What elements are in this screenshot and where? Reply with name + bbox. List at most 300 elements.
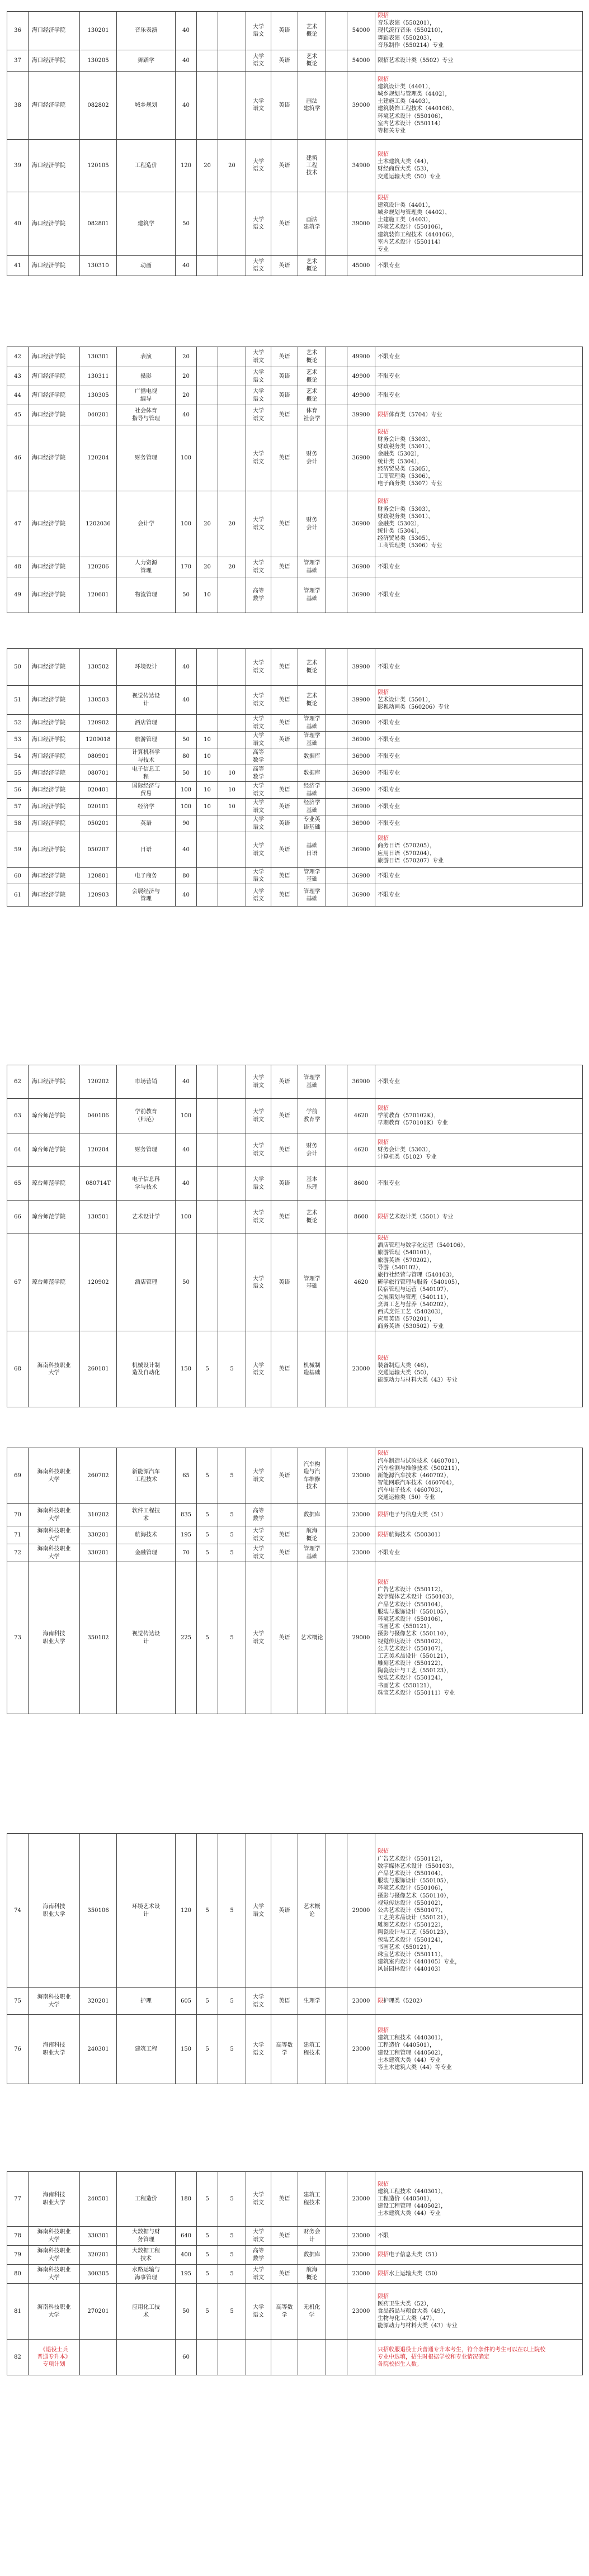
- cell-code: 130503: [80, 686, 117, 715]
- cell-c6: [218, 386, 246, 405]
- cell-s3: 艺术概论: [298, 1562, 326, 1714]
- cell-school: 海口经济学院: [29, 868, 80, 884]
- table-row: [7, 139, 583, 192]
- cell-code: 330201: [80, 1544, 117, 1562]
- cell-fee: 36900: [347, 1065, 375, 1099]
- cell-s3: 基本 乐理: [298, 1167, 326, 1201]
- cell-c6: [218, 884, 246, 907]
- cell-c6: [218, 1065, 246, 1099]
- cell-s3: 画法 建筑学: [298, 192, 326, 255]
- cell-s3: 学前 教育学: [298, 1099, 326, 1133]
- cell-c6: [218, 1201, 246, 1234]
- enrollment-table-segment: [7, 1065, 583, 1407]
- cell-s2: 英语: [271, 884, 298, 907]
- cell-school: 海南科技职业 大学: [29, 2284, 80, 2340]
- table-row: [7, 1234, 583, 1331]
- cell-c6: 5: [218, 1988, 246, 2015]
- remark-line: 环境艺术设计（550106），: [378, 1616, 447, 1623]
- cell-code: 1209018: [80, 732, 117, 748]
- cell-no: 42: [7, 347, 29, 367]
- cell-s1: 大学 语文: [246, 884, 271, 907]
- table-row: [7, 1988, 583, 2015]
- cell-c10: [326, 50, 347, 71]
- cell-s1: 大学 语文: [246, 649, 271, 686]
- cell-fee: 36900: [347, 799, 375, 815]
- cell-plan: 835: [176, 1504, 197, 1526]
- remark-line: 限招艺术设计类（5501）专业: [378, 1213, 454, 1220]
- remark-line: 能源动力与材料大类（43）专业: [378, 1377, 458, 1384]
- cell-school: 海南科技职业 大学: [29, 1526, 80, 1544]
- cell-c5: [197, 1099, 218, 1133]
- cell-c5: 5: [197, 2227, 218, 2246]
- cell-c6: [218, 649, 246, 686]
- remark-line: 旅行社经营与管理（540103），: [378, 1272, 458, 1278]
- cell-plan: 40: [176, 50, 197, 71]
- cell-remarks: [375, 347, 583, 367]
- cell-school: 海口经济学院: [29, 192, 80, 255]
- cell-s1: 大学 语文: [246, 832, 271, 868]
- cell-c5: 5: [197, 2246, 218, 2265]
- cell-s3: 管理学 基础: [298, 732, 326, 748]
- cell-school: 海口经济学院: [29, 491, 80, 557]
- cell-plan: 100: [176, 782, 197, 799]
- cell-remarks: [375, 255, 583, 276]
- cell-code: 020401: [80, 782, 117, 799]
- cell-s2: 英语: [271, 1562, 298, 1714]
- cell-c5: 5: [197, 2284, 218, 2340]
- cell-s1: 大学 语文: [246, 557, 271, 577]
- cell-remarks: [375, 2172, 583, 2227]
- cell-c5: [197, 868, 218, 884]
- cell-s2: 英语: [271, 491, 298, 557]
- remark-line: 书画艺术（550121），: [378, 1624, 436, 1630]
- cell-c10: [326, 815, 347, 832]
- remark-line: 不限专业: [378, 392, 400, 399]
- cell-c5: 5: [197, 1331, 218, 1407]
- remark-line: 广告艺术设计（550112），: [378, 1587, 447, 1593]
- cell-s1: 大学 语文: [246, 50, 271, 71]
- cell-fee: 36900: [347, 732, 375, 748]
- cell-c10: [326, 732, 347, 748]
- remark-line: 旅游日语（570207）专业: [378, 857, 444, 864]
- cell-remarks: [375, 868, 583, 884]
- remark-line: 学前教育（570102K），: [378, 1112, 440, 1119]
- cell-s1: 大学 语文: [246, 347, 271, 367]
- cell-remarks: [375, 491, 583, 557]
- cell-c6: 10: [218, 782, 246, 799]
- cell-c5: [197, 425, 218, 491]
- cell-major: 城乡规划: [117, 71, 176, 139]
- cell-major: 软件工程技 术: [117, 1504, 176, 1526]
- cell-no: 70: [7, 1504, 29, 1526]
- cell-plan: 40: [176, 884, 197, 907]
- cell-code: 080901: [80, 748, 117, 765]
- remark-line: 书画艺术（550121），: [378, 1944, 436, 1951]
- cell-c5: [197, 884, 218, 907]
- cell-c10: [326, 1834, 347, 1988]
- cell-code: 330301: [80, 2227, 117, 2246]
- cell-remarks: [375, 884, 583, 907]
- cell-s1: 大学 语文: [246, 1331, 271, 1407]
- cell-c6: [218, 12, 246, 50]
- cell-s3: 机械制 造基础: [298, 1331, 326, 1407]
- cell-c5: 5: [197, 1988, 218, 2015]
- cell-major: 摄影: [117, 367, 176, 386]
- cell-plan: 150: [176, 1331, 197, 1407]
- remark-line: 广告艺术设计（550112），: [378, 1856, 447, 1862]
- remark-line: 导游（540102），: [378, 1264, 425, 1271]
- remark-line: 只招收服退役士兵普通专升本考生，符合条件的考生可以在以上院校: [378, 2346, 545, 2353]
- cell-fee: 23000: [347, 1504, 375, 1526]
- cell-s3: 管理学 基础: [298, 715, 326, 732]
- cell-no: 48: [7, 557, 29, 577]
- cell-plan: 195: [176, 1526, 197, 1544]
- cell-fee: 4620: [347, 1234, 375, 1331]
- cell-school: 海口经济学院: [29, 815, 80, 832]
- remark-line: 旅游英语（570202），: [378, 1257, 436, 1264]
- cell-plan: 50: [176, 577, 197, 613]
- remark-line: 环境艺术设计（550106），: [378, 1885, 447, 1892]
- cell-fee: 36900: [347, 557, 375, 577]
- cell-no: 39: [7, 139, 29, 192]
- remark-line: 不限专业: [378, 373, 400, 379]
- remark-line: 珠宝艺术设计（550111），: [378, 1952, 447, 1958]
- cell-s1: 大学 语文: [246, 425, 271, 491]
- cell-c6: 20: [218, 139, 246, 192]
- cell-plan: 100: [176, 1201, 197, 1234]
- cell-remarks: [375, 71, 583, 139]
- remark-line: 汽车检测与维修技术（500211），: [378, 1465, 464, 1472]
- cell-s3: 管理学 基础: [298, 1065, 326, 1099]
- remark-line: 烹调工艺与营养（540202），: [378, 1301, 453, 1308]
- cell-fee: 36900: [347, 815, 375, 832]
- cell-major: 航海技术: [117, 1526, 176, 1544]
- cell-s1: 大学 语文: [246, 1834, 271, 1988]
- remark-line: 限招电子信息大类（51）: [378, 2251, 441, 2258]
- cell-c10: [326, 192, 347, 255]
- cell-s3: 画法 建筑学: [298, 71, 326, 139]
- cell-s3: 艺术概 论: [298, 1834, 326, 1988]
- cell-s2: [271, 765, 298, 782]
- cell-c10: [326, 1331, 347, 1407]
- cell-c10: [326, 649, 347, 686]
- enrollment-table-segment: [7, 347, 583, 613]
- cell-c5: [197, 2340, 218, 2375]
- cell-s1: 大学 语文: [246, 491, 271, 557]
- cell-c5: 5: [197, 2015, 218, 2084]
- cell-s2: 英语: [271, 868, 298, 884]
- cell-remarks: [375, 1133, 583, 1167]
- remark-line: 限招: [378, 194, 389, 201]
- cell-c5: 5: [197, 1504, 218, 1526]
- cell-school: 琼台师范学院: [29, 1099, 80, 1133]
- remark-line: 限招: [378, 1450, 389, 1457]
- cell-s3: 财务 会计: [298, 1133, 326, 1167]
- remark-line: 统计类（5304），: [378, 458, 423, 465]
- cell-fee: 39000: [347, 192, 375, 255]
- cell-school: 海口经济学院: [29, 367, 80, 386]
- cell-c6: 5: [218, 2172, 246, 2227]
- cell-remarks: [375, 2015, 583, 2084]
- cell-school: 海南科技 职业大学: [29, 2172, 80, 2227]
- cell-major: 表演: [117, 347, 176, 367]
- cell-major: 大数据工程 技术: [117, 2246, 176, 2265]
- cell-s1: 大学 语文: [246, 1234, 271, 1331]
- cell-s1: 大学 语文: [246, 367, 271, 386]
- cell-code: 320201: [80, 1988, 117, 2015]
- remark-line: 公共艺术设计（550107），: [378, 1645, 447, 1652]
- cell-plan: [176, 715, 197, 732]
- cell-no: 81: [7, 2284, 29, 2340]
- cell-c10: [326, 715, 347, 732]
- cell-major: 工程造价: [117, 139, 176, 192]
- remark-line: 公共艺术设计（550107），: [378, 1907, 447, 1914]
- cell-no: 73: [7, 1562, 29, 1714]
- cell-s3: 艺术 概论: [298, 649, 326, 686]
- enrollment-table-segment: [7, 11, 583, 276]
- cell-c6: [218, 1167, 246, 1201]
- table-row: [7, 347, 583, 367]
- cell-c5: [197, 255, 218, 276]
- remark-line: 限招: [378, 1579, 389, 1586]
- cell-no: 53: [7, 732, 29, 748]
- cell-c10: [326, 1504, 347, 1526]
- cell-code: 130501: [80, 1201, 117, 1234]
- cell-major: 艺术设计学: [117, 1201, 176, 1234]
- cell-s2: 英语: [271, 425, 298, 491]
- table-row: [7, 1099, 583, 1133]
- cell-remarks: [375, 425, 583, 491]
- cell-remarks: [375, 715, 583, 732]
- cell-remarks: [375, 557, 583, 577]
- cell-s2: [271, 748, 298, 765]
- cell-fee: 36900: [347, 765, 375, 782]
- table-row: [7, 425, 583, 491]
- cell-code: 240501: [80, 2172, 117, 2227]
- cell-s1: 高等 数学: [246, 748, 271, 765]
- remark-line: 工艺美术品设计（550121），: [378, 1915, 453, 1922]
- cell-school: 海口经济学院: [29, 405, 80, 425]
- cell-c6: 10: [218, 765, 246, 782]
- cell-c5: 10: [197, 782, 218, 799]
- table-row: [7, 1448, 583, 1504]
- remark-line: 经济贸易类（5305），: [378, 466, 434, 472]
- cell-fee: 49900: [347, 347, 375, 367]
- cell-school: 海南科技职业 大学: [29, 1544, 80, 1562]
- cell-s1: 大学 语文: [246, 192, 271, 255]
- cell-code: 330201: [80, 1526, 117, 1544]
- cell-c5: [197, 715, 218, 732]
- cell-s2: 英语: [271, 686, 298, 715]
- table-row: [7, 1065, 583, 1099]
- cell-remarks: [375, 799, 583, 815]
- cell-no: 78: [7, 2227, 29, 2246]
- cell-s1: 大学 语文: [246, 2172, 271, 2227]
- cell-fee: 23000: [347, 2227, 375, 2246]
- cell-c5: [197, 686, 218, 715]
- cell-c6: [218, 255, 246, 276]
- cell-s2: 英语: [271, 192, 298, 255]
- cell-plan: 50: [176, 192, 197, 255]
- cell-fee: 29000: [347, 1562, 375, 1714]
- cell-c10: [326, 1201, 347, 1234]
- cell-fee: 23000: [347, 2265, 375, 2284]
- cell-s3: 数据库: [298, 2246, 326, 2265]
- remark-line: 音乐表演（550201），: [378, 20, 436, 27]
- remark-line: 舞蹈表演（550203），: [378, 35, 436, 41]
- remark-line: 食品药品与粮食大类（49），: [378, 2308, 449, 2314]
- cell-c5: [197, 192, 218, 255]
- cell-c5: 5: [197, 2172, 218, 2227]
- remark-line: 交通运输类（50）专业: [378, 1495, 435, 1501]
- remark-line: 会展策划与管理（540111），: [378, 1294, 453, 1301]
- cell-s3: 管理学 基础: [298, 577, 326, 613]
- cell-major: 工程造价: [117, 2172, 176, 2227]
- cell-plan: 225: [176, 1562, 197, 1714]
- cell-school: 海口经济学院: [29, 732, 80, 748]
- cell-fee: 49900: [347, 386, 375, 405]
- cell-remarks: [375, 1448, 583, 1504]
- remark-line: 财务会计类（5303），: [378, 1146, 434, 1153]
- cell-s3: 数据库: [298, 1504, 326, 1526]
- table-row: [7, 868, 583, 884]
- cell-major: 建筑工程: [117, 2015, 176, 2084]
- cell-school: 海口经济学院: [29, 50, 80, 71]
- cell-s1: 高等 数学: [246, 1504, 271, 1526]
- cell-plan: 40: [176, 832, 197, 868]
- cell-no: 47: [7, 491, 29, 557]
- cell-major: 国际经济与 贸易: [117, 782, 176, 799]
- cell-remarks: [375, 2265, 583, 2284]
- cell-s3: 财务 会计: [298, 425, 326, 491]
- remark-line: 旅游管理（540101），: [378, 1250, 436, 1256]
- remark-line: 民宿管理与运营（540107），: [378, 1287, 453, 1293]
- cell-c5: [197, 347, 218, 367]
- cell-c5: [197, 1065, 218, 1099]
- remark-line: 工商管理类（5306）专业: [378, 543, 442, 549]
- remark-line: 限招体育类（5704）专业: [378, 411, 442, 418]
- remark-line: 土木建筑大类（44），: [378, 159, 432, 165]
- cell-remarks: [375, 12, 583, 50]
- cell-c6: [218, 748, 246, 765]
- cell-plan: 70: [176, 1544, 197, 1562]
- cell-c5: [197, 12, 218, 50]
- table-row: [7, 1562, 583, 1714]
- remark-line: 不限: [378, 2232, 389, 2239]
- table-row: [7, 71, 583, 139]
- cell-s1: 大学 语文: [246, 2227, 271, 2246]
- remark-line: 建筑装饰工程技术（440106），: [378, 231, 458, 238]
- table-row: [7, 765, 583, 782]
- cell-plan: 120: [176, 139, 197, 192]
- cell-plan: 40: [176, 1065, 197, 1099]
- remark-line: 限招: [378, 151, 389, 158]
- cell-c10: [326, 1099, 347, 1133]
- cell-s1: 大学 语文: [246, 1562, 271, 1714]
- cell-major: 日语: [117, 832, 176, 868]
- cell-s2: 英语: [271, 799, 298, 815]
- remark-line: 土木建筑大类（44）专业: [378, 2057, 441, 2063]
- remark-line: 商务英语（530502）专业: [378, 1323, 444, 1330]
- remark-line: 环境艺术设计（550106），: [378, 224, 447, 231]
- cell-c10: [326, 347, 347, 367]
- cell-code: 050207: [80, 832, 117, 868]
- cell-code: 120105: [80, 139, 117, 192]
- cell-no: 80: [7, 2265, 29, 2284]
- cell-major: 电子信息工 程: [117, 765, 176, 782]
- cell-s1: 大学 语文: [246, 1988, 271, 2015]
- cell-s2: 英语: [271, 557, 298, 577]
- cell-code: 120601: [80, 577, 117, 613]
- cell-code: 080701: [80, 765, 117, 782]
- cell-major: 学前教育 （师范）: [117, 1099, 176, 1133]
- cell-remarks: [375, 50, 583, 71]
- remark-line: 建设工程管理（440502），: [378, 2203, 447, 2210]
- cell-c10: [326, 1544, 347, 1562]
- cell-plan: 20: [176, 347, 197, 367]
- cell-s3: 财务 会计: [298, 491, 326, 557]
- cell-remarks: [375, 1331, 583, 1407]
- cell-remarks: [375, 1167, 583, 1201]
- remark-line: 限招: [378, 2293, 389, 2300]
- cell-no: 51: [7, 686, 29, 715]
- remark-line: 视觉传达设计（550102），: [378, 1638, 447, 1645]
- cell-plan: 40: [176, 1167, 197, 1201]
- cell-remarks: [375, 686, 583, 715]
- remark-line: 数字媒体艺术设计（550103），: [378, 1594, 458, 1601]
- cell-c5: [197, 1201, 218, 1234]
- cell-school: 海口经济学院: [29, 557, 80, 577]
- remark-line: 限招: [378, 76, 389, 83]
- cell-c10: [326, 405, 347, 425]
- cell-c5: [197, 1234, 218, 1331]
- cell-fee: 23000: [347, 1544, 375, 1562]
- cell-c6: [218, 367, 246, 386]
- cell-no: 45: [7, 405, 29, 425]
- cell-no: 68: [7, 1331, 29, 1407]
- cell-c10: [326, 1526, 347, 1544]
- remark-line: 财务会计类（5303），: [378, 506, 434, 513]
- table-row: [7, 799, 583, 815]
- cell-no: 63: [7, 1099, 29, 1133]
- cell-c10: [326, 1167, 347, 1201]
- cell-c5: 10: [197, 577, 218, 613]
- cell-fee: 39900: [347, 686, 375, 715]
- cell-s1: 大学 语文: [246, 799, 271, 815]
- cell-fee: 36900: [347, 884, 375, 907]
- cell-s1: 大学 语文: [246, 1448, 271, 1504]
- cell-c10: [326, 1562, 347, 1714]
- remark-line: 雕刻艺术设计（550122），: [378, 1922, 447, 1929]
- cell-plan: 120: [176, 1834, 197, 1988]
- remark-line: 限招: [378, 836, 389, 842]
- remark-line: 财务会计类（5303），: [378, 436, 434, 443]
- cell-fee: 8600: [347, 1201, 375, 1234]
- cell-s2: 英语: [271, 1834, 298, 1988]
- cell-major: 环境艺术设 计: [117, 1834, 176, 1988]
- cell-school: 海南科技 职业大学: [29, 1562, 80, 1714]
- remark-line: 不限专业: [378, 1180, 400, 1187]
- cell-s1: 大学 语文: [246, 715, 271, 732]
- cell-no: 71: [7, 1526, 29, 1544]
- remark-line: 金融类（5302），: [378, 520, 423, 527]
- remark-line: 影视动画类（560206）专业: [378, 704, 450, 711]
- remark-line: 交通运输大类（50）专业: [378, 173, 441, 180]
- cell-c5: [197, 71, 218, 139]
- cell-school: 海南科技职业 大学: [29, 1504, 80, 1526]
- cell-s2: 英语: [271, 649, 298, 686]
- cell-s2: 高等数 学: [271, 2284, 298, 2340]
